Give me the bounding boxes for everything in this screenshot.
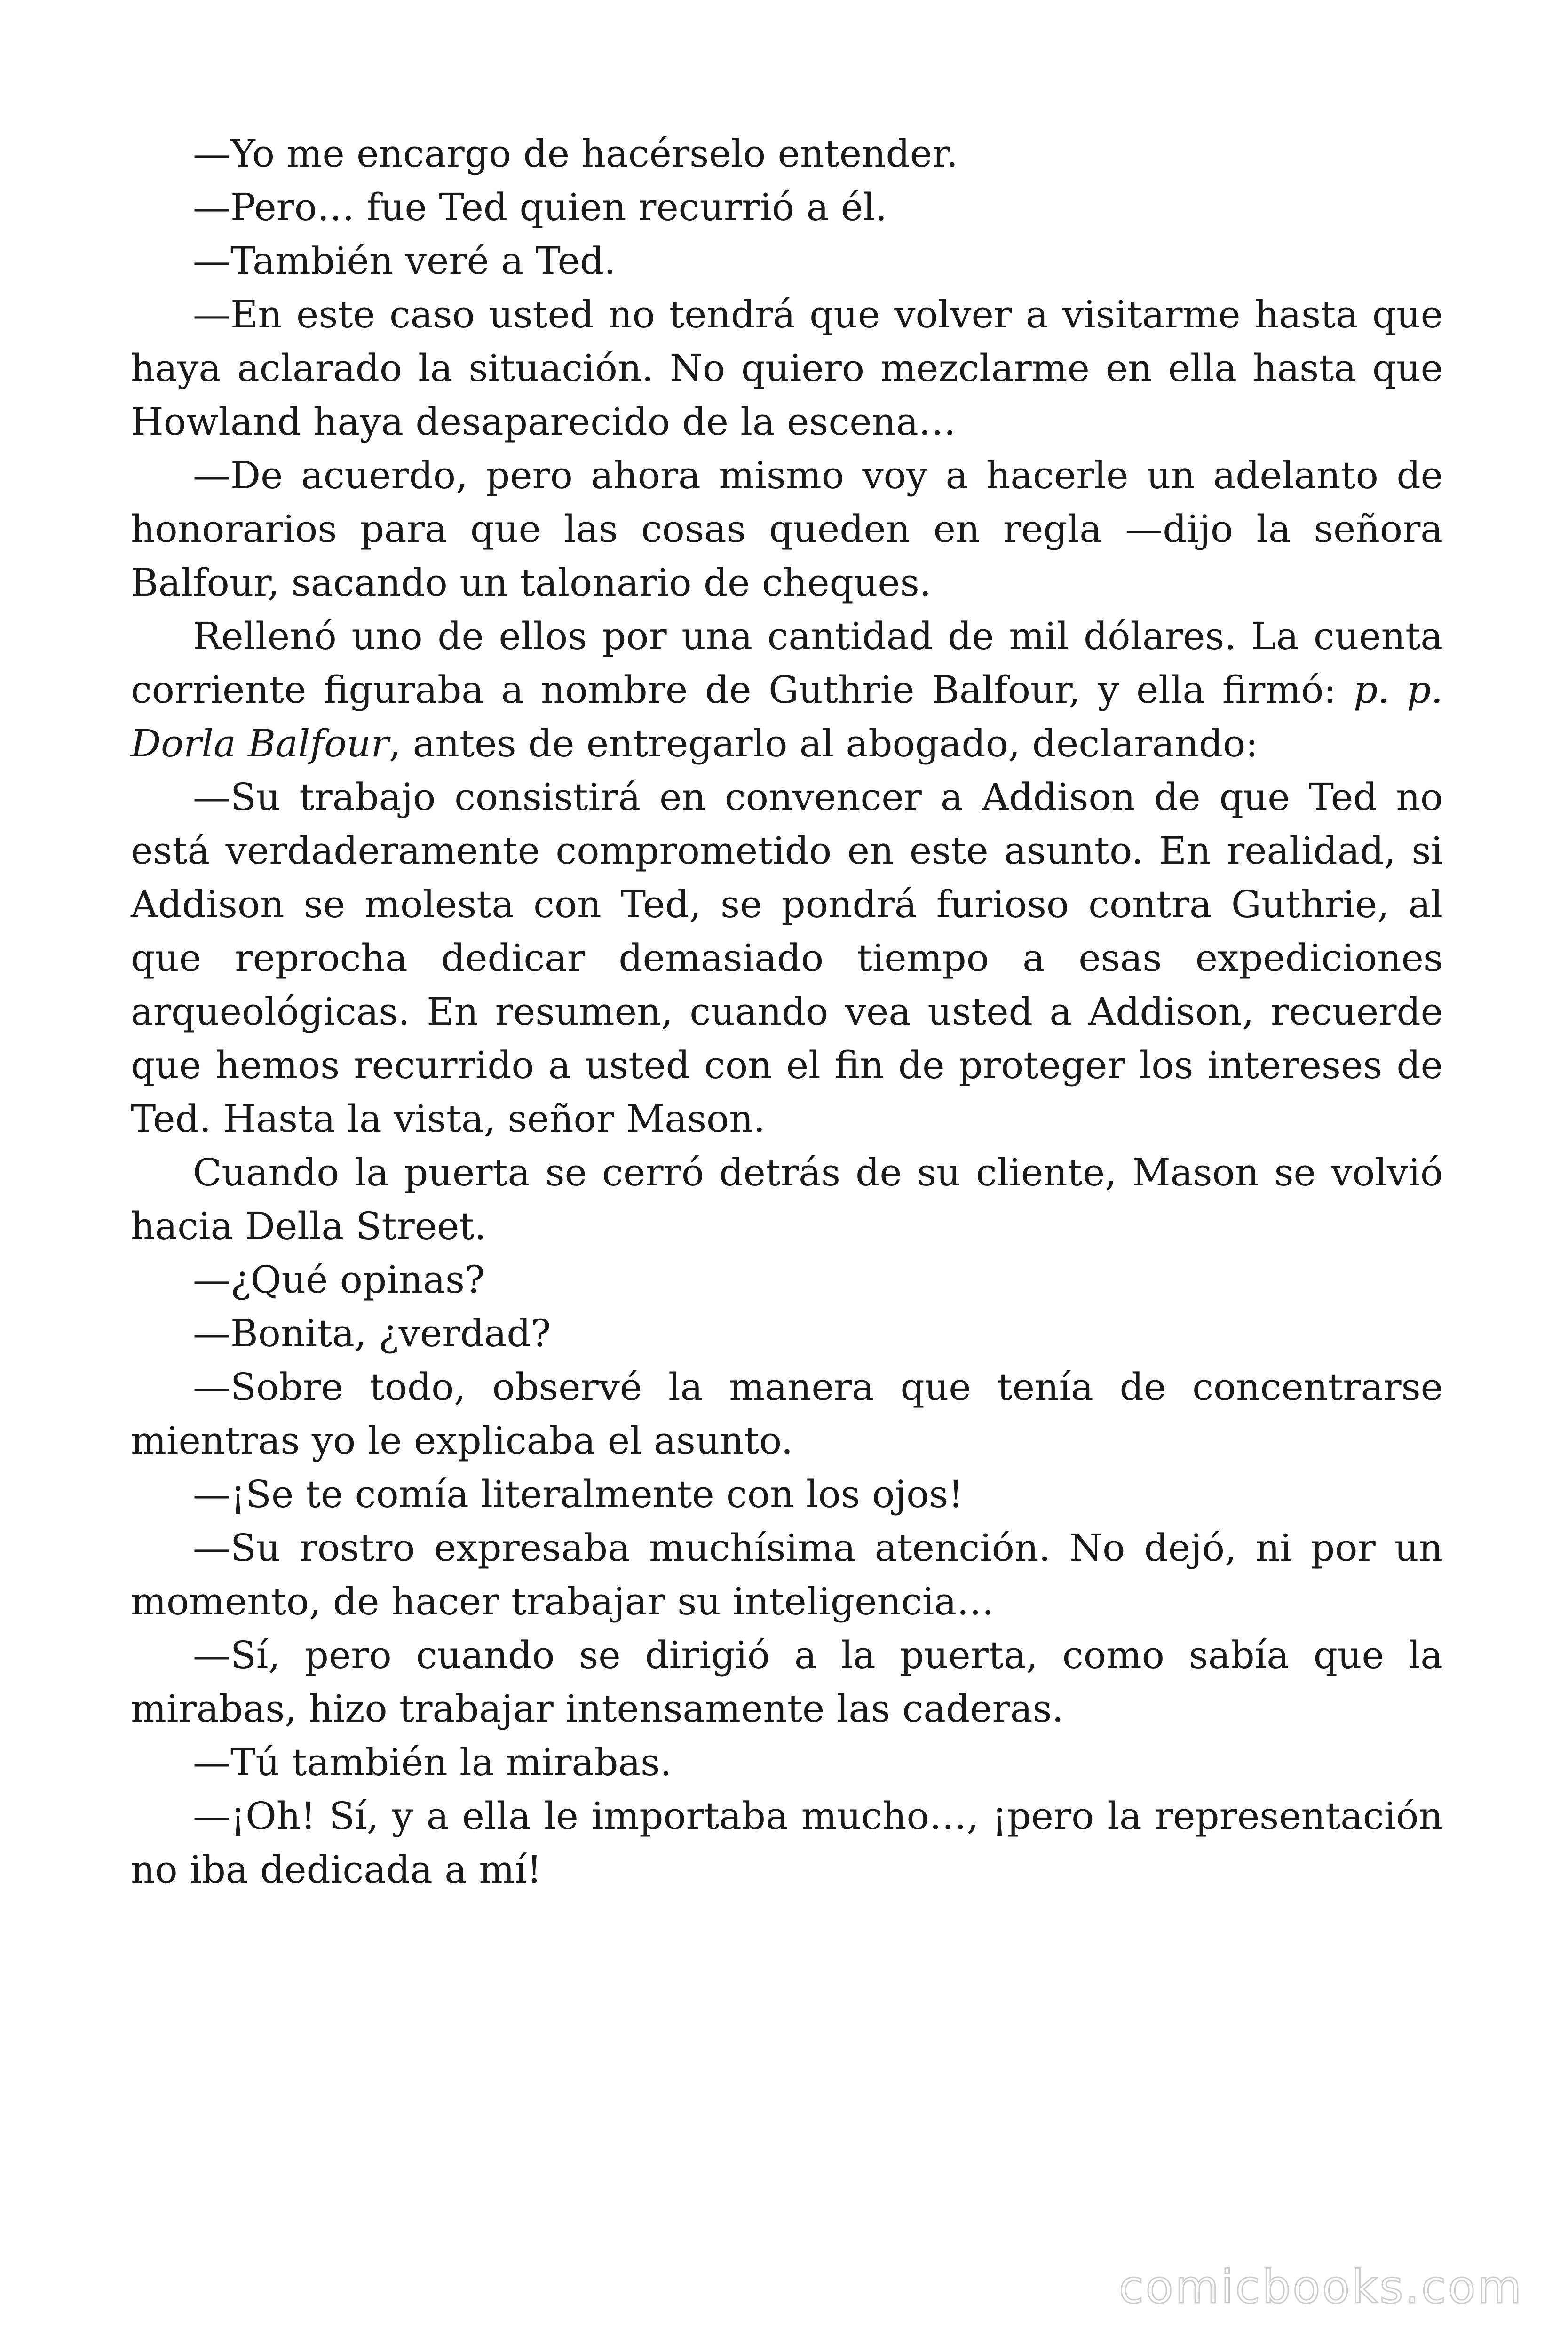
paragraph: —¡Se te comía literalmente con los ojos! — [193, 1472, 964, 1516]
paragraph-text: , antes de entregarlo al abogado, declarando: — [388, 722, 1259, 765]
paragraph: —Tú también la mirabas. — [193, 1740, 672, 1784]
paragraph: —Pero… fue Ted quien recurrió a él. — [193, 185, 887, 229]
paragraph: —¿Qué opinas? — [193, 1258, 485, 1302]
paragraph: —También veré a Ted. — [193, 239, 616, 283]
paragraph-with-signature — [131, 610, 1443, 771]
paragraph-text: Rellenó uno de ellos por una cantidad de mil dólares. La cuenta corriente figuraba a nombre de Guthrie Balfour, y ella firmó: — [131, 614, 1443, 712]
paragraph: —Su rostro expresaba muchísima atención. No dejó, ni por un momento, de hacer trabajar su inteligencia… — [131, 1526, 1443, 1623]
paragraph: —¡Oh! Sí, y a ella le importaba mucho…, ¡pero la representación no iba dedicada a mí! — [131, 1794, 1443, 1891]
paragraph: —Sí, pero cuando se dirigió a la puerta, como sabía que la mirabas, hizo trabajar intensamente las caderas. — [131, 1633, 1443, 1731]
signature-italic: p. p. Dorla Balfour — [131, 668, 1443, 765]
paragraph: —Sobre todo, observé la manera que tenía de concentrarse mientras yo le explicaba el asunto. — [131, 1365, 1443, 1462]
paragraph: Cuando la puerta se cerró detrás de su cliente, Mason se volvió hacia Della Street. — [131, 1151, 1443, 1248]
watermark: comicbooks.com — [1118, 2261, 1523, 2313]
paragraph: —Bonita, ¿verdad? — [193, 1311, 551, 1355]
page-body — [131, 127, 1443, 1897]
paragraph: —Su trabajo consistirá en convencer a Addison de que Ted no está verdaderamente comprometido en este asunto. En realidad, si Addison se molesta con Ted, se pondrá furioso contra Guthrie, al que reprocha dedicar demasiado tiempo a esas expediciones arqueológicas. En resumen, cuando vea usted a Addison, recuerde que hemos recurrido a usted con el fin de proteger los intereses de Ted. Hasta la vista, señor Mason. — [131, 775, 1443, 1141]
paragraph: —Yo me encargo de hacérselo entender. — [193, 132, 958, 175]
paragraph: —En este caso usted no tendrá que volver a visitarme hasta que haya aclarado la situación. No quiero mezclarme en ella hasta que Howland haya desaparecido de la escena… — [131, 293, 1443, 444]
paragraph: —De acuerdo, pero ahora mismo voy a hacerle un adelanto de honorarios para que las cosas queden en regla —dijo la señora Balfour, sacando un talonario de cheques. — [131, 453, 1443, 604]
